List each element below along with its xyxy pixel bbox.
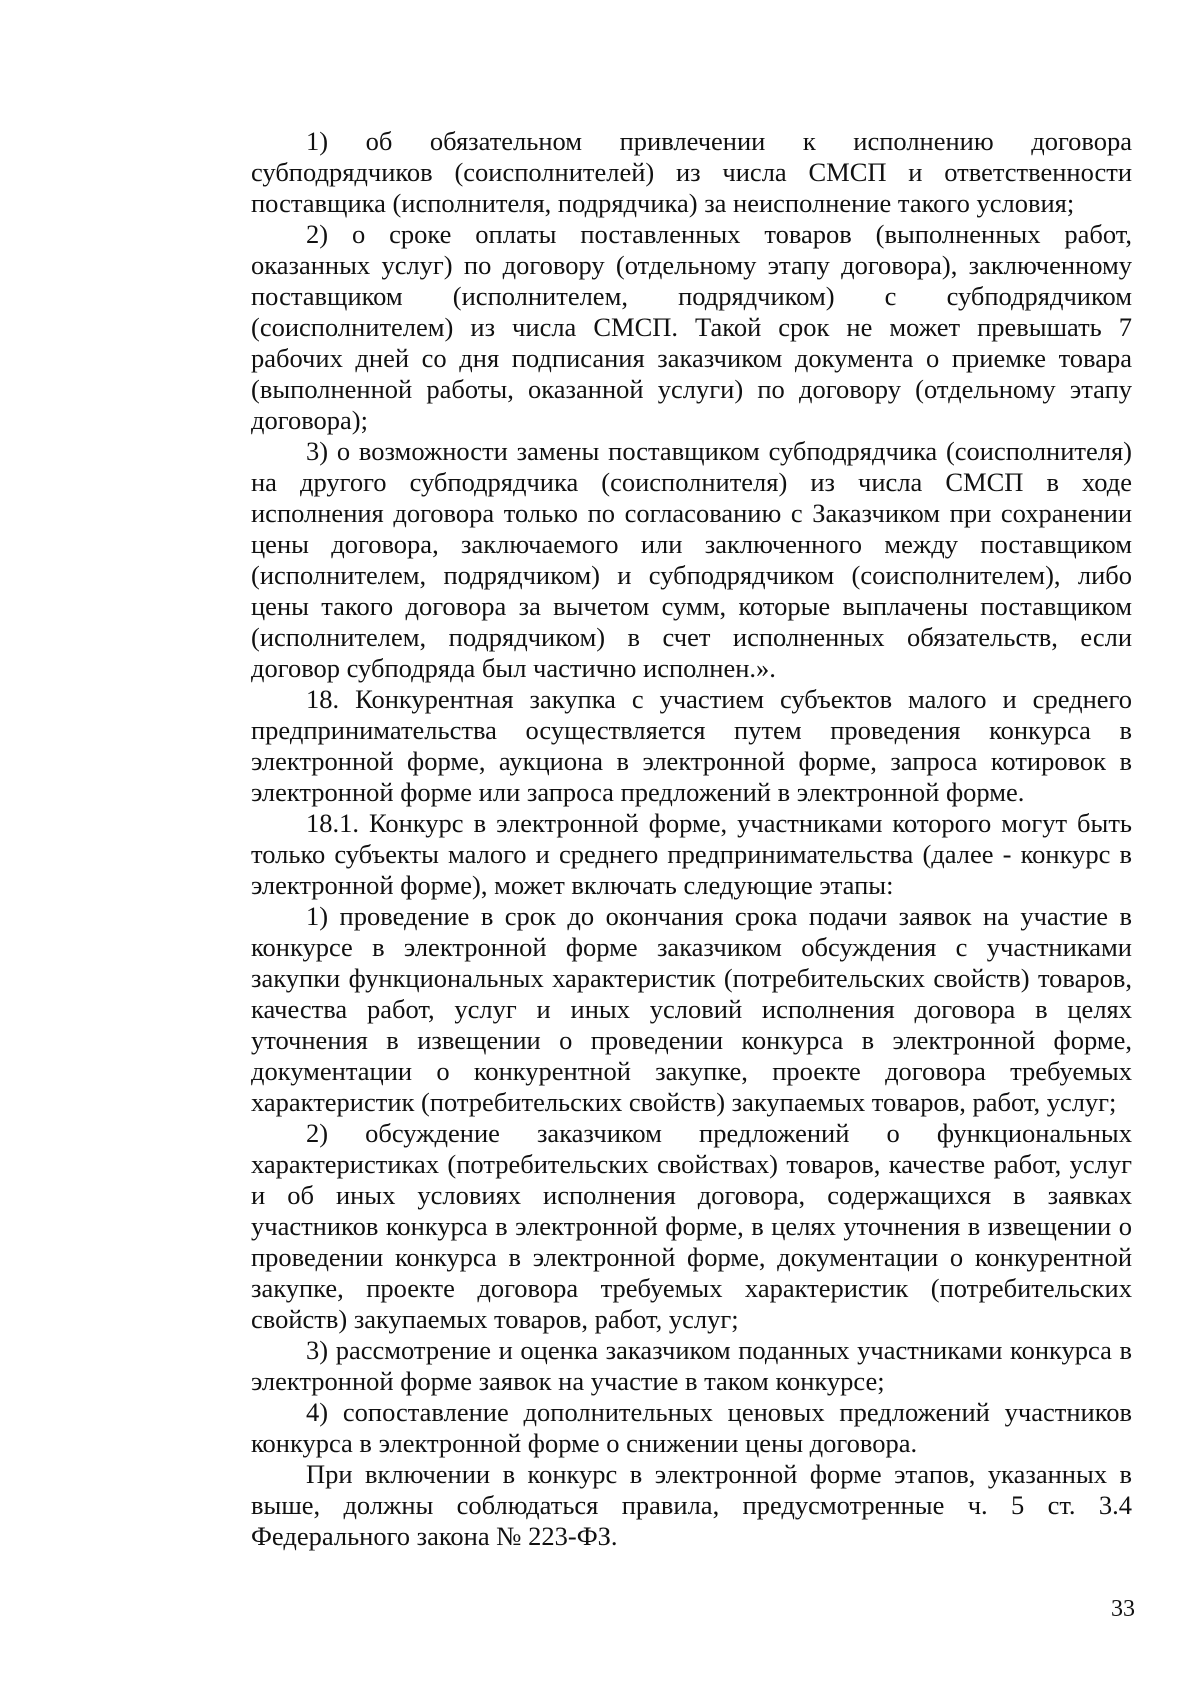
paragraph-item-3-replacement: 3) о возможности замены поставщиком субподрядчика (соисполнителя) на другого субподрядчика (соисполнителя) из числа СМСП в ходе исполнения договора только по согласованию с Заказчиком при сохранении цены договора, заключаемого или заключенного между поставщиком (исполнителем, подрядчиком) и субподрядчиком (соисполнителем), либо цены такого договора за вычетом сумм, которые выплачены поставщиком (исполнителем, подрядчиком) в счет исполненных обязательств, если договор субподряда был частично исполнен.». [251,436,1132,683]
paragraph-stages-rules: При включении в конкурс в электронной форме этапов, указанных в выше, должны соблюдаться правила, предусмотренные ч. 5 ст. 3.4 Федерального закона № 223-ФЗ. [251,1459,1132,1551]
paragraph-item-1-subcontractors: 1) об обязательном привлечении к исполнению договора субподрядчиков (соисполнителей) из числа СМСП и ответственности поставщика (исполнителя, подрядчика) за неисполнение такого условия; [251,126,1132,218]
paragraph-clause-18: 18. Конкурентная закупка с участием субъектов малого и среднего предпринимательства осуществляется путем проведения конкурса в электронной форме, аукциона в электронной форме, запроса котировок в электронной форме или запроса предложений в электронной форме. [251,684,1132,807]
paragraph-stage-2: 2) обсуждение заказчиком предложений о функциональных характеристиках (потребительских свойствах) товаров, качестве работ, услуг и об иных условиях исполнения договора, содержащихся в заявках участников конкурса в электронной форме, в целях уточнения в извещении о проведении конкурса в электронной форме, документации о конкурентной закупке, проекте договора требуемых характеристик (потребительских свойств) закупаемых товаров, работ, услуг; [251,1118,1132,1334]
paragraph-item-2-payment-term: 2) о сроке оплаты поставленных товаров (выполненных работ, оказанных услуг) по договору (отдельному этапу договора), заключенному поставщиком (исполнителем, подрядчиком) с субподрядчиком (соисполнителем) из числа СМСП. Такой срок не может превышать 7 рабочих дней со дня подписания заказчиком документа о приемке товара (выполненной работы, оказанной услуги) по договору (отдельному этапу договора); [251,219,1132,435]
paragraph-stage-4: 4) сопоставление дополнительных ценовых предложений участников конкурса в электронной форме о снижении цены договора. [251,1397,1132,1458]
paragraph-clause-18-1: 18.1. Конкурс в электронной форме, участниками которого могут быть только субъекты малого и среднего предпринимательства (далее - конкурс в электронной форме), может включать следующие этапы: [251,808,1132,900]
page-number: 33 [1111,1596,1135,1622]
document-body [251,126,1132,1552]
paragraph-stage-3: 3) рассмотрение и оценка заказчиком поданных участниками конкурса в электронной форме заявок на участие в таком конкурсе; [251,1335,1132,1396]
paragraph-stage-1: 1) проведение в срок до окончания срока подачи заявок на участие в конкурсе в электронной форме заказчиком обсуждения с участниками закупки функциональных характеристик (потребительских свойств) товаров, качества работ, услуг и иных условий исполнения договора в целях уточнения в извещении о проведении конкурса в электронной форме, документации о конкурентной закупке, проекте договора требуемых характеристик (потребительских свойств) закупаемых товаров, работ, услуг; [251,901,1132,1117]
